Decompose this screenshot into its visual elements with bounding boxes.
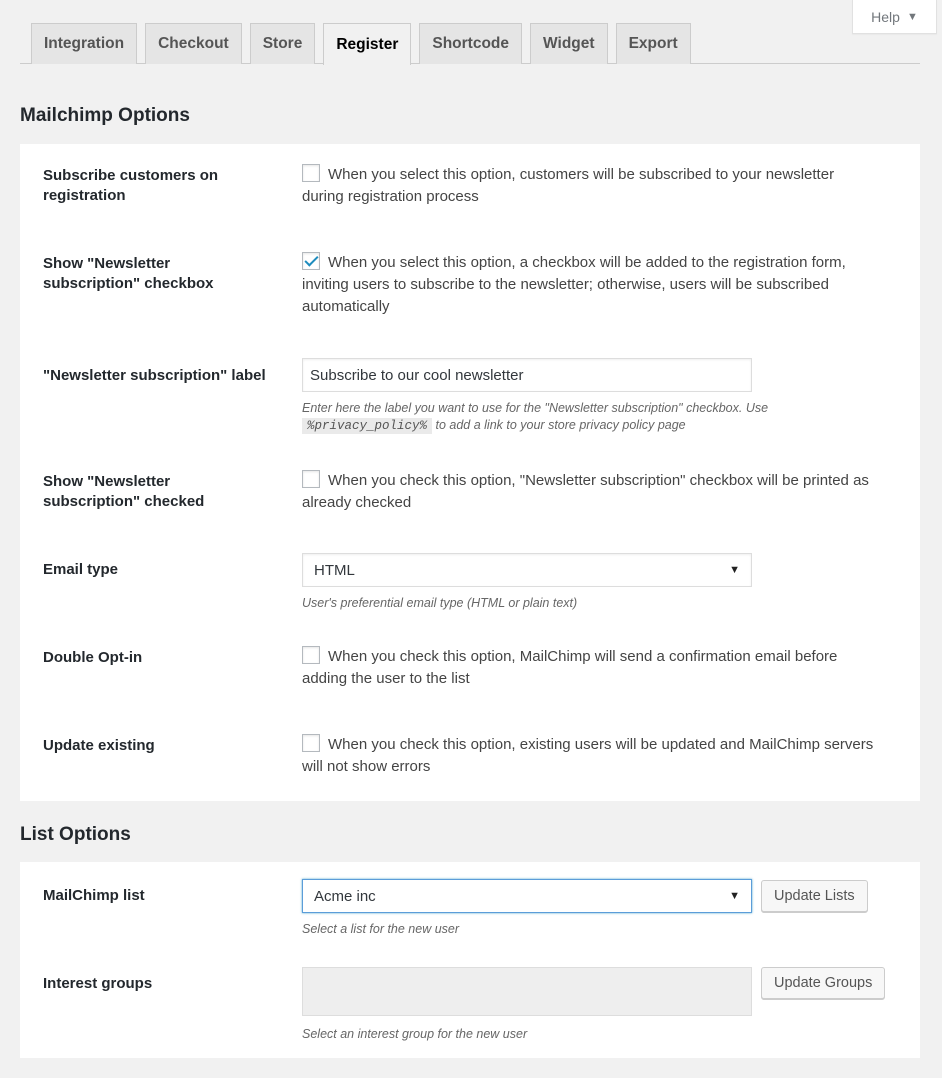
tab-store[interactable]: Store (250, 23, 316, 64)
email-type-select[interactable]: HTML ▼ (302, 553, 752, 587)
tab-export[interactable]: Export (616, 23, 691, 64)
dropdown-arrow-icon: ▼ (729, 564, 740, 576)
email-type-label: Email type (43, 561, 119, 578)
tab-register[interactable]: Register (323, 23, 411, 65)
subscribe-customers-checkbox[interactable] (302, 164, 320, 182)
subscription-label-label: "Newsletter subscription" label (43, 367, 266, 384)
mailchimp-options-panel: Subscribe customers on registration When you select this option, customers will be subscribed to your newsletter during registration process Show "Newsletter subscription" checkbox When you select this option, a checkbox will be added to the registration form, inviting users to subscribe to the newsletter; otherwise, users will be subscribed automatically "Newsletter subscription" label Subscribe to our cool newsletter Enter here the label you want to use for the "Newsletter subscription" checkbox. Use %privacy_policy% to add a link to your store privacy policy page Show "Newsletter subscription" checked When you check this option, "Newsletter subscription" checkbox will be printed as already checked Email type HTML ▼ User's preferential email type (HTML or plain text) Double Opt-in When you check this option, MailChimp will send a confirmation email before adding the user to the list Update existing When you check this option, existing users will be updated and MailChimp servers will not show errors (20, 144, 920, 801)
help-label: Help (871, 8, 900, 25)
double-optin-label: Double Opt-in (43, 649, 143, 666)
tab-integration[interactable]: Integration (31, 23, 137, 64)
subscription-label-input[interactable] (302, 358, 752, 392)
subscribe-customers-label: Subscribe customers on registration (43, 167, 219, 204)
settings-tabs (20, 23, 920, 64)
mailchimp-options-title: Mailchimp Options (20, 105, 190, 126)
update-existing-checkbox[interactable] (302, 734, 320, 752)
update-lists-button[interactable]: Update Lists (761, 880, 868, 912)
interest-groups-select[interactable] (302, 967, 752, 1016)
show-checkbox-label: Show "Newsletter subscription" checkbox (43, 255, 214, 292)
email-type-hint: User's preferential email type (HTML or plain text) (302, 596, 578, 610)
update-existing-label: Update existing (43, 737, 155, 754)
dropdown-arrow-icon: ▼ (729, 890, 740, 902)
list-options-title: List Options (20, 824, 131, 845)
mailchimp-list-label: MailChimp list (43, 887, 145, 904)
mailchimp-list-select[interactable]: Acme inc ▼ (302, 879, 752, 913)
list-options-panel (20, 862, 920, 1058)
show-checked-checkbox[interactable] (302, 470, 320, 488)
subscription-label-hint: Enter here the label you want to use for the "Newsletter subscription" checkbox. Use %privacy_policy% to add a link to your store privacy policy page (302, 401, 769, 433)
show-checked-label: Show "Newsletter subscription" checked (43, 473, 205, 510)
privacy-policy-code: %privacy_policy% (302, 418, 432, 434)
tab-shortcode[interactable]: Shortcode (419, 23, 522, 64)
show-checkbox-checkbox[interactable] (302, 252, 320, 270)
double-optin-checkbox[interactable] (302, 646, 320, 664)
mailchimp-list-hint: Select a list for the new user (302, 922, 460, 936)
interest-groups-hint: Select an interest group for the new user (302, 1027, 528, 1041)
chevron-down-icon: ▼ (906, 10, 918, 23)
tab-checkout[interactable]: Checkout (145, 23, 242, 64)
tab-widget[interactable]: Widget (530, 23, 608, 64)
update-groups-button[interactable]: Update Groups (761, 967, 885, 999)
interest-groups-label: Interest groups (43, 975, 153, 992)
